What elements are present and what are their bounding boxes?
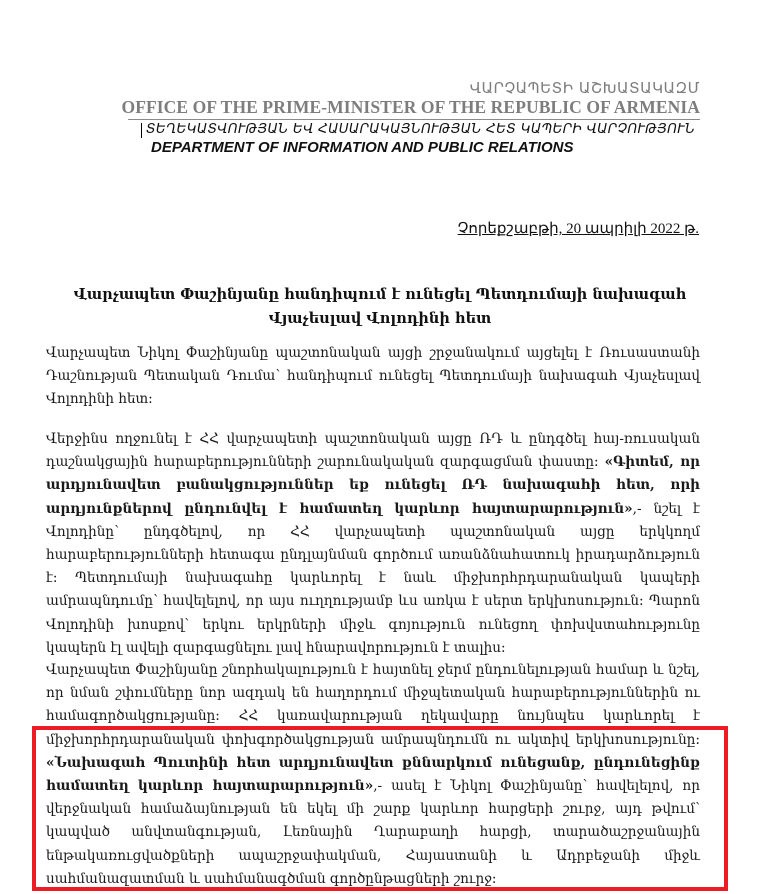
- office-title-armenian: ՎԱՐՉԱՊԵՏԻ ԱՇԽԱՏԱԿԱԶՄ: [469, 79, 700, 97]
- paragraph-3-text-after: ,- ասել է Նիկոլ Փաշինյանը՝ հավելելով, որ վերջնական համաձայնության են եկել մի շարք կարևոր հարցերի շուրջ, այդ թվում՝ կապված անվտանգության, Լեռնային Ղարաբաղի հարցի, տարածաշրջանային ենթակառուցվածքների ապաշրջափակման, Հայաստանի և Ադրբեջանի միջև սահմանազատման և սահմանագծման գործընթացների շուրջ:: [46, 778, 700, 887]
- text-cursor: [141, 123, 142, 138]
- department-title-armenian: ՏԵՂԵԿԱՏՎՈՒԹՅԱՆ ԵՎ ՀԱՍԱՐԱԿԱՅՆՈՒԹՅԱՆ ՀԵՏ ԿԱՊԵՐԻ ՎԱՐՉՈՒԹՅՈՒՆ: [146, 121, 696, 137]
- press-release-date: Չորեքշաբթի, 20 ապրիլի 2022 թ.: [457, 221, 699, 237]
- paragraph-1-text: Վարչապետ Նիկոլ Փաշինյանը պաշտոնական այցի շրջանակում այցելել է Ռուսաստանի Դաշնության Պետական Դումա՝ հանդիպում ունեցել Պետդումայի նախագահ Վյաչեսլավ Վոլոդինի հետ:: [46, 345, 700, 408]
- paragraph-3-quote: «Նախագահ Պուտինի հետ արդյունավետ քննարկում ունեցանք, ընդունեցինք համատեղ կարևոր հայտարարություն»: [46, 754, 700, 795]
- paragraph-3: [46, 659, 700, 891]
- paragraph-2-quote: «Գիտեմ, որ արդյունավետ բանակցություններ եք ունեցել ՌԴ նախագահի հետ, որի արդյունքներով ընդունվել է համատեղ կարևոր հայտարարություն»: [46, 454, 700, 517]
- paragraph-3-text-before: Վարչապետ Փաշինյանը շնորհակալություն է հայտնել ջերմ ընդունելության համար և նշել, որ նման շփումները նոր ազդակ են հաղորդում միջպետական հարաբերություններին ու համագործակցությանը: ՀՀ կառավարության ղեկավարը նույնպես կարևորել է միջխորհրդարանական փոխգործակցության ամրապնդումն ու ակտիվ երկխոսությունը:: [46, 662, 700, 748]
- press-release-title: Վարչապետ Փաշինյանը հանդիպում է ունեցել Պետդումայի նախագահ Վյաչեսլավ Վոլոդինի հետ: [73, 286, 687, 327]
- paragraph-2-text-before: Վերջինս ողջունել է ՀՀ վարչապետի պաշտոնական այցը ՌԴ և ընդգծել հայ-ռուսական դաշնակցային հարաբերությունների շարունակական զարգացման փաստը:: [46, 431, 700, 471]
- paragraph-1: [46, 342, 700, 412]
- office-title-english: OFFICE OF THE PRIME-MINISTER OF THE REPUBLIC OF ARMENIA: [121, 97, 700, 117]
- header-divider: [128, 119, 700, 120]
- department-title-english: DEPARTMENT OF INFORMATION AND PUBLIC RELATIONS: [151, 139, 574, 156]
- paragraph-2: [46, 428, 700, 660]
- paragraph-2-text-after: ,- նշել է Վոլոդինը՝ ընդգծելով, որ ՀՀ վարչապետի պաշտոնական այցը երկկողմ հարաբերությունների հետագա ընդլայնման գործում առանձնահատուկ իրադարձություն է: Պետդումայի նախագահը կարևորել է նաև միջխորհրդարանական կապերի ամրապնդումը՝ հավելելով, որ այս ուղղությամբ ևս առկա է սերտ երկխոսություն: Պարոն Վոլոդինի խոսքով՝ երկու երկրների միջև գոյություն ունեցող փոխվստահությունը կապերն էլ ավելի զարգացնելու լավ հնարավորություն է տալիս:: [46, 500, 700, 656]
